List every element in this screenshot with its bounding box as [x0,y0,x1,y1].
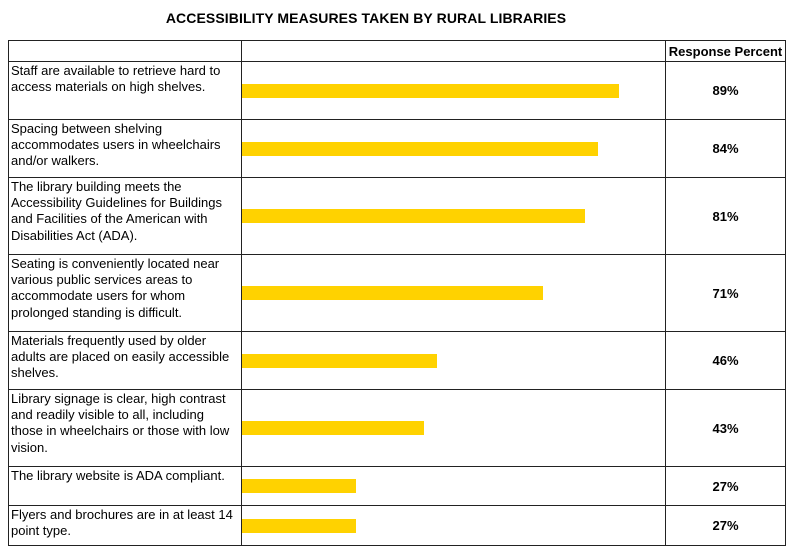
bar-cell [242,62,666,120]
table-row [9,178,786,255]
row-label: Staff are available to retrieve hard to access materials on high shelves. [9,62,242,120]
table-row [9,120,786,178]
table-row [9,255,786,332]
row-label: Library signage is clear, high contrast and readily visible to all, including those in wheelchairs or those with low vision. [9,390,242,467]
row-label: Spacing between shelving accommodates users in wheelchairs and/or walkers. [9,120,242,178]
chart-rows [9,62,786,546]
value-label: 89% [666,62,786,120]
chart-title: ACCESSIBILITY MEASURES TAKEN BY RURAL LIBRARIES [165,10,567,26]
table-row [9,62,786,120]
bar-cell [242,390,666,467]
table-row [9,332,786,390]
value-label: 71% [666,255,786,332]
row-label: Flyers and brochures are in at least 14 point type. [9,506,242,546]
row-label: Seating is conveniently located near various public services areas to accommodate users for whom prolonged standing is difficult. [9,255,242,332]
bar [242,519,356,533]
value-label: 27% [666,506,786,546]
bar-cell [242,120,666,178]
table-row [9,506,786,546]
header-label-cell [9,41,242,62]
bar [242,84,619,98]
bar [242,286,543,300]
chart-table [8,40,786,546]
bar-cell [242,332,666,390]
row-label: The library website is ADA compliant. [9,467,242,506]
bar [242,479,356,493]
value-label: 43% [666,390,786,467]
bar-cell [242,506,666,546]
table-row [9,390,786,467]
bar [242,209,585,223]
row-label: The library building meets the Accessibility Guidelines for Buildings and Facilities of the American with Disabilities Act (ADA). [9,178,242,255]
value-label: 81% [666,178,786,255]
table-row [9,467,786,506]
header-row [9,41,786,62]
value-label: 84% [666,120,786,178]
header-bar-cell [242,41,666,62]
bar [242,354,437,368]
bar-cell [242,255,666,332]
bar-cell [242,178,666,255]
bar [242,142,598,156]
column-header: Response Percent [666,41,786,62]
value-label: 27% [666,467,786,506]
row-label: Materials frequently used by older adults are placed on easily accessible shelves. [9,332,242,390]
bar-cell [242,467,666,506]
value-label: 46% [666,332,786,390]
bar [242,421,424,435]
